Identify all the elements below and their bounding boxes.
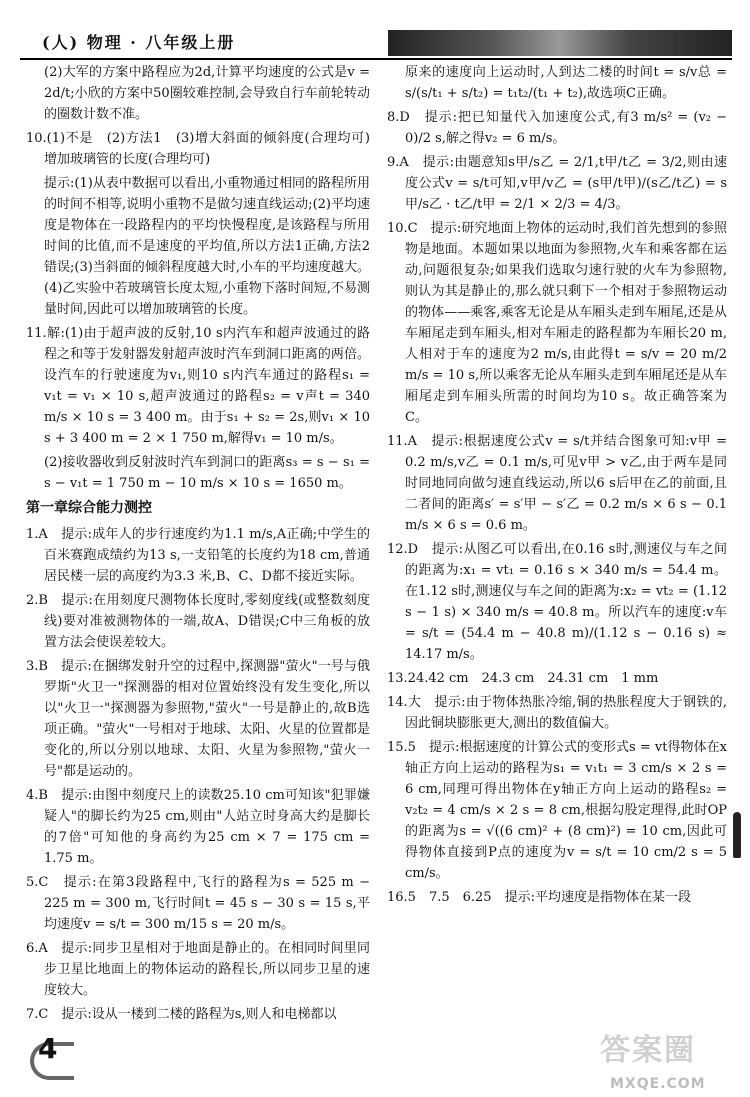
section-heading: 第一章综合能力测控 (26, 500, 152, 516)
answer-16: 16.5 7.5 6.25 提示:平均速度是指物体在某一段 (387, 890, 691, 905)
answer-11-part2: (2)接收器收到反射波时汽车到洞口的距离s₃ = s − s₁ = s − v₁t = 1 750 m − 10 m/s × 10 s = 1650 m。 (44, 455, 370, 491)
answer-13: 13.24.42 cm 24.3 cm 24.31 cm 1 mm (387, 671, 659, 686)
header-rule (20, 58, 732, 60)
answer-11b: 11.A 提示:根据速度公式v = s/t并结合图象可知:v甲 = 0.2 m/s,v乙 = 0.1 m/s,可见v甲 > v乙,由于两车是同时同地同向做匀速直线运动,所以6 s后甲在乙的前面,且二者间的距离s′ = s′甲 − s′乙 = 0.2 m/s × 6 s − 0.1 m/s × 6 s = 0.6 m。 (387, 434, 727, 533)
answer-10b: 10.C 提示:研究地面上物体的运动时,我们首先想到的参照物是地面。本题如果以地面为参照物,火车和乘客都在运动,问题很复杂;如果我们选取匀速行驶的火车为参照物,则认为其是静止的,那么就只剩下一个相对于参照物运动的物体——乘客,乘客无论是从车厢头走到车厢尾,还是从车厢尾走到车厢头,相对车厢走的路程都为车厢长20 m,人相对于车的速度为2 m/s,由此得t = s/v = 20 m/2 m/s = 10 s,所以乘客无论从车厢头走到车厢尾还是从车厢尾走到车厢头所需的时间均为10 s。故正确答案为C。 (387, 221, 727, 425)
margin-mark (733, 812, 741, 858)
answer-10-hint: 提示:(1)从表中数据可以看出,小重物通过相同的路程所用的时间不相等,说明小重物不是做匀速直线运动;(2)平均速度是物体在一段路程内的平均快慢程度,是该路程与所用时间的比值,而不是速度的平均值,所以方法1正确,方法2错误;(3)当斜面的倾斜程度越大时,小车的平均速度越大。(4)乙实验中若玻璃管长度太短,小重物下落时间短,不易测量时间,因此可以增加玻璃管的长度。 (44, 176, 370, 317)
page-number: 4 (38, 1032, 58, 1065)
answer-paragraph: (2)大军的方案中路程应为2d,计算平均速度的公式是v = 2d/t;小欣的方案中50圈较难控制,会导致自行车前轮转动的圈数计数不准。 (44, 65, 370, 122)
page-number-badge (30, 1032, 100, 1074)
answer-2: 2.B 提示:在用刻度尺测物体长度时,零刻度线(或整数刻度线)要对准被测物体的一端,故A、D错误;C中三角板的放置方法会使误差较大。 (26, 593, 370, 650)
answer-9: 9.A 提示:由题意知s甲/s乙 = 2/1,t甲/t乙 = 3/2,则由速度公式v = s/t可知,v甲/v乙 = (s甲/t甲)/(s乙/t乙) = s甲/s乙 · t乙/t甲 = 2/1 × 2/3 = 4/3。 (387, 155, 727, 212)
header-decorative-band (388, 30, 732, 56)
right-column (387, 62, 727, 911)
answer-7-continued: 原来的速度向上运动时,人到达二楼的时间t = s/v总 = s/(s/t₁ + s/t₂) = t₁t₂/(t₁ + t₂),故选项C正确。 (405, 65, 727, 101)
header-title: (人) 物理 · 八年级上册 (42, 33, 236, 52)
answer-15: 15.5 提示:根据速度的计算公式的变形式s = vt得物体在x轴正方向上运动的路程为s₁ = v₁t₁ = 3 cm/s × 2 s = 6 cm,同理可得出物体在y轴正方向上运动的路程s₂ = v₂t₂ = 4 cm/s × 2 s = 8 cm,根据勾股定理得,此时OP的距离为s = √((6 cm)² + (8 cm)²) = 10 cm,因此可得物体直接到P点的速度为v = s/t = 10 cm/2 s = 5 cm/s。 (387, 740, 727, 881)
answer-5: 5.C 提示:在第3段路程中,飞行的路程为s = 525 m − 225 m = 300 m,飞行时间t = 45 s − 30 s = 15 s,平均速度v = s/t = 300 m/15 s = 20 m/s。 (26, 875, 370, 932)
answer-4: 4.B 提示:由图中刻度尺上的读数25.10 cm可知该"犯罪嫌疑人"的脚长约为25 cm,则由"人站立时身高大约是脚长的7倍"可知他的身高约为25 cm × 7 = 175 cm = 1.75 m。 (26, 788, 370, 866)
page-header (20, 30, 732, 58)
answer-14: 14.大 提示:由于物体热胀冷缩,铜的热胀程度大于钢铁的,因此铜块膨胀更大,测出的数值偏大。 (387, 695, 727, 731)
answer-6: 6.A 提示:同步卫星相对于地面是静止的。在相同时间里同步卫星比地面上的物体运动的路程长,所以同步卫星的速度较大。 (26, 941, 370, 998)
answer-10: 10.(1)不是 (2)方法1 (3)增大斜面的倾斜度(合理均可) 增加玻璃管的长度(合理均可) (26, 131, 384, 167)
answer-12: 12.D 提示:从图乙可以看出,在0.16 s时,测速仪与车之间的距离为:x₁ = vt₁ = 0.16 s × 340 m/s = 54.4 m。在1.12 s时,测速仪与车之间的距离为:x₂ = vt₂ = (1.12 s − 1 s) × 340 m/s = 40.8 m。所以汽车的速度:v车 = s/t = (54.4 m − 40.8 m)/(1.12 s − 0.16 s) ≈ 14.17 m/s。 (387, 542, 727, 662)
answer-1: 1.A 提示:成年人的步行速度约为1.1 m/s,A正确;中学生的百米赛跑成绩约为13 s,一支铅笔的长度约为18 cm,普通居民楼一层的高度约为3.3 米,B、C、D都不接近实际。 (26, 527, 370, 584)
answer-3: 3.B 提示:在捆绑发射升空的过程中,探测器"萤火"一号与俄罗斯"火卫一"探测器的相对位置始终没有发生变化,所以以"火卫一"探测器为参照物,"萤火"一号是静止的,故B选项正确。"萤火"一号相对于地球、太阳、火星的位置都是变化的,所以分别以地球、太阳、火星为参照物,"萤火一号"都是运动的。 (26, 659, 370, 779)
answer-7: 7.C 提示:设从一楼到二楼的路程为s,则人和电梯都以 (26, 1007, 337, 1022)
left-column (26, 62, 384, 1028)
watermark-logo (600, 1033, 740, 1092)
watermark-sub: MXQE.COM (610, 1076, 706, 1092)
watermark-main: 答案圈 (600, 1033, 696, 1068)
answer-8: 8.D 提示:把已知量代入加速度公式,有3 m/s² = (v₂ − 0)/2 s,解之得v₂ = 6 m/s。 (387, 110, 727, 146)
answer-11: 11.解:(1)由于超声波的反射,10 s内汽车和超声波通过的路程之和等于发射器发射超声波时汽车到洞口距离的两倍。设汽车的行驶速度为v₁,则10 s内汽车通过的路程s₁ = v₁t = v₁ × 10 s,超声波通过的路程s₂ = v声t = 340 m/s × 10 s = 3 400 m。由于s₁ + s₂ = 2s,则v₁ × 10 s + 3 400 m = 2 × 1 750 m,解得v₁ = 10 m/s。 (26, 326, 370, 446)
